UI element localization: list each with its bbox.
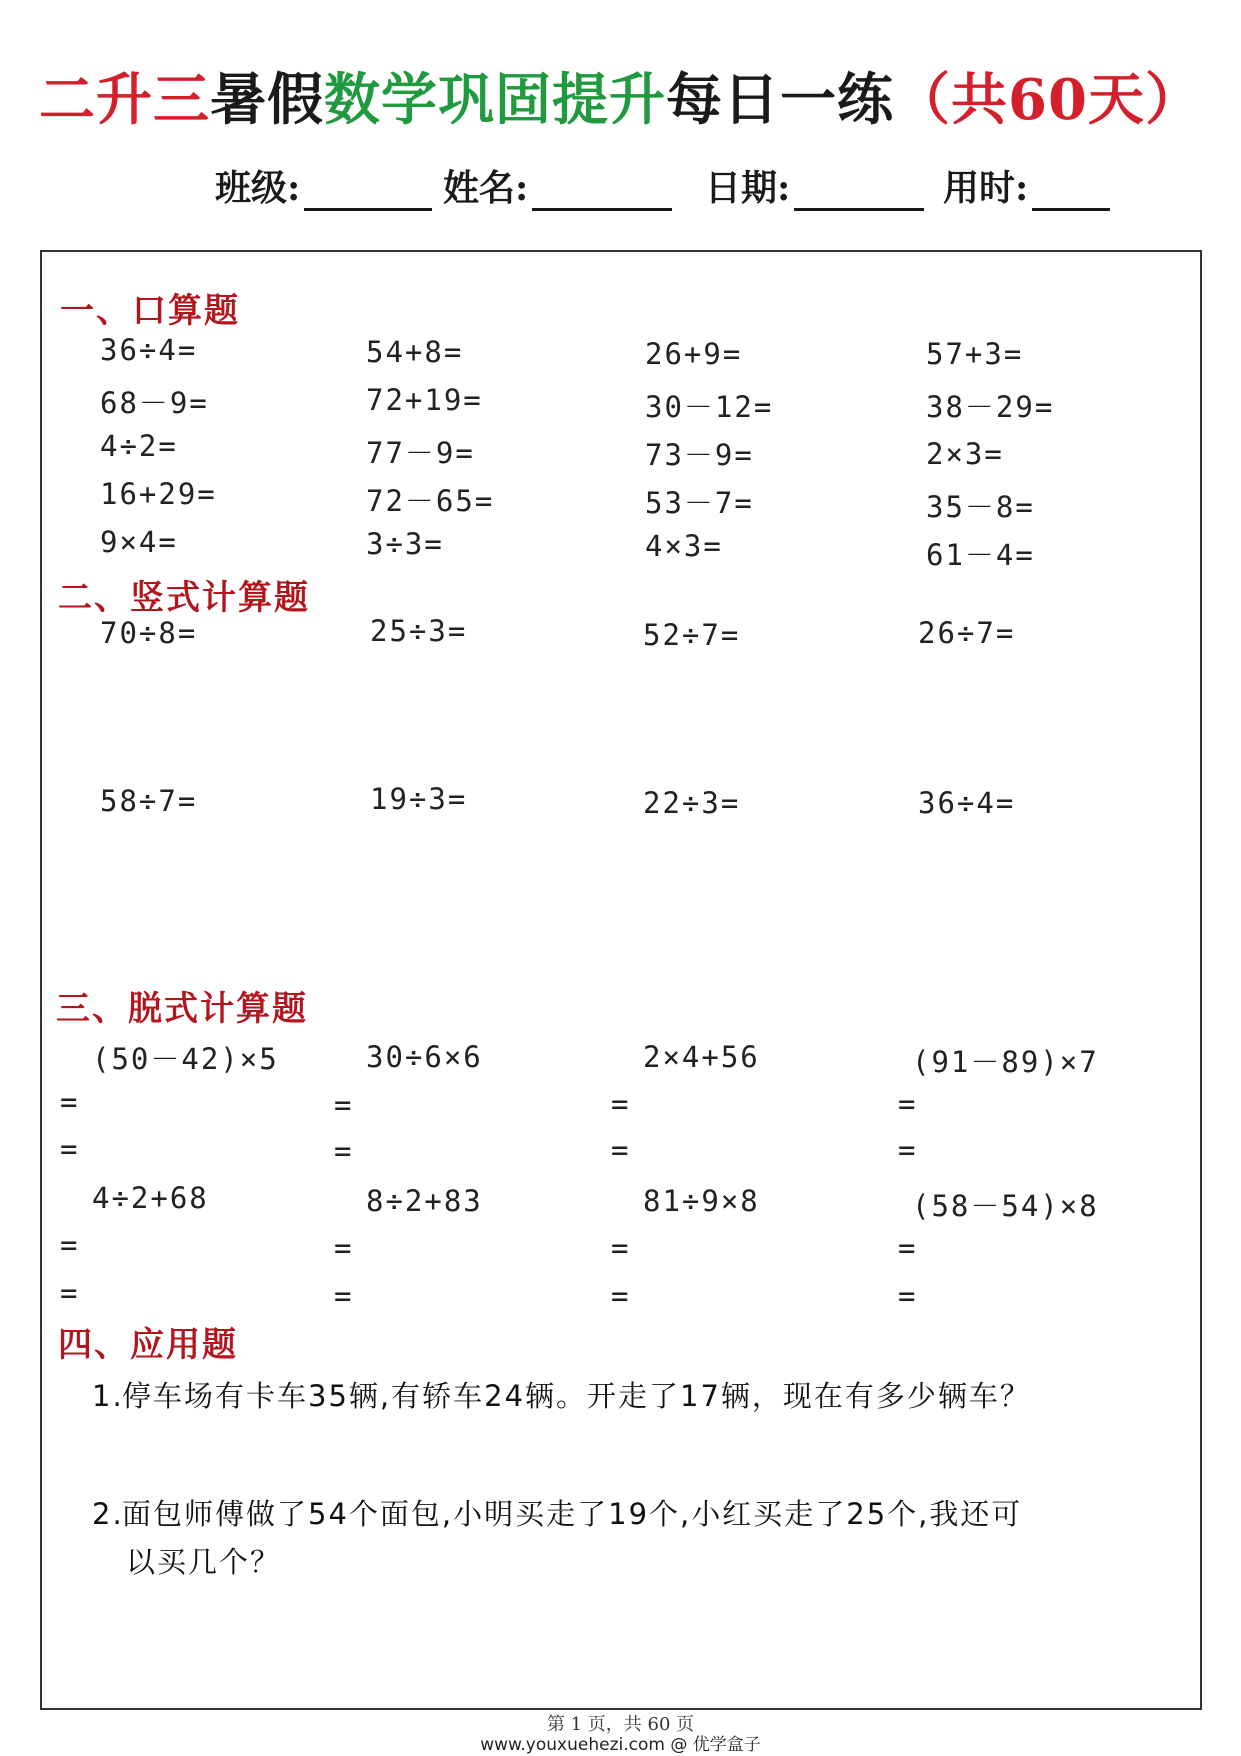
section-vertical-title: 二、竖式计算题 xyxy=(58,578,310,618)
equals-sign: = xyxy=(334,1134,352,1168)
time-field[interactable] xyxy=(943,160,1110,211)
equals-sign: = xyxy=(611,1279,629,1313)
vertical-expr: 25÷3= xyxy=(370,614,468,648)
oral-expr: 61－4= xyxy=(926,538,1035,572)
section-word-title: 四、应用题 xyxy=(58,1325,238,1365)
oral-expr: 2×3= xyxy=(926,437,1004,471)
equals-sign: = xyxy=(898,1087,916,1121)
equals-sign: = xyxy=(611,1231,629,1265)
vertical-expr: 19÷3= xyxy=(370,782,468,816)
oral-expr: 30－12= xyxy=(645,390,774,424)
name-blank[interactable] xyxy=(532,173,672,211)
oral-expr: 68－9= xyxy=(100,386,209,420)
vertical-expr: 70÷8= xyxy=(100,616,198,650)
oral-expr: 54+8= xyxy=(366,335,464,369)
problem-number: 1. xyxy=(92,1379,124,1413)
title-days: （共60天） xyxy=(894,67,1202,133)
oral-expr: 38－29= xyxy=(926,390,1055,424)
title-grade: 二升三 xyxy=(39,67,211,133)
oral-expr: 35－8= xyxy=(926,490,1035,524)
time-label: 用时: xyxy=(943,167,1029,209)
problem-number: 2. xyxy=(92,1497,124,1531)
page-title xyxy=(0,56,1241,136)
vertical-expr: 22÷3= xyxy=(643,786,741,820)
equals-sign: = xyxy=(60,1085,78,1119)
title-summer: 暑假 xyxy=(210,67,325,133)
stepwise-expr: (91－89)×7 xyxy=(912,1045,1099,1079)
title-subject: 数学巩固提升 xyxy=(324,67,667,133)
vertical-expr: 26÷7= xyxy=(918,616,1016,650)
problem-text: 停车场有卡车35辆,有轿车24辆。开走了17辆，现在有多少辆车？ xyxy=(122,1379,1031,1413)
oral-expr: 72+19= xyxy=(366,383,483,417)
section-stepwise-title: 三、脱式计算题 xyxy=(56,989,308,1029)
equals-sign: = xyxy=(898,1279,916,1313)
vertical-expr: 52÷7= xyxy=(643,618,741,652)
equals-sign: = xyxy=(898,1133,916,1167)
oral-expr: 16+29= xyxy=(100,477,217,511)
problem-text: 面包师傅做了54个面包,小明买走了19个,小红买走了25个,我还可 xyxy=(122,1497,1023,1531)
section-oral-title: 一、口算题 xyxy=(60,291,240,331)
watermark-site: www.youxuehezi.com @ 优学盒子 xyxy=(480,1735,761,1755)
equals-sign: = xyxy=(611,1133,629,1167)
vertical-expr: 36÷4= xyxy=(918,786,1016,820)
oral-expr: 4÷2= xyxy=(100,429,178,463)
stepwise-expr: 8÷2+83 xyxy=(366,1184,483,1218)
class-blank[interactable] xyxy=(304,173,432,211)
oral-expr: 73－9= xyxy=(645,438,754,472)
stepwise-expr: 2×4+56 xyxy=(643,1040,760,1074)
word-problem-2 xyxy=(92,1490,1132,1586)
date-field[interactable] xyxy=(705,160,924,211)
time-blank[interactable] xyxy=(1032,173,1110,211)
stepwise-expr: (50－42)×5 xyxy=(92,1042,279,1076)
oral-expr: 4×3= xyxy=(645,529,723,563)
oral-expr: 72－65= xyxy=(366,484,495,518)
date-label: 日期: xyxy=(705,167,791,209)
oral-expr: 53－7= xyxy=(645,486,754,520)
title-daily: 每日一练 xyxy=(666,67,895,133)
stepwise-expr: 81÷9×8 xyxy=(643,1184,760,1218)
equals-sign: = xyxy=(60,1276,78,1310)
problem-text-cont: 以买几个？ xyxy=(126,1545,282,1579)
stepwise-expr: 4÷2+68 xyxy=(92,1181,209,1215)
stepwise-expr: (58－54)×8 xyxy=(912,1189,1099,1223)
vertical-expr: 58÷7= xyxy=(100,784,198,818)
oral-expr: 9×4= xyxy=(100,525,178,559)
page-number: 第 1 页，共 60 页 xyxy=(546,1714,695,1735)
oral-expr: 26+9= xyxy=(645,337,743,371)
equals-sign: = xyxy=(334,1231,352,1265)
oral-expr: 3÷3= xyxy=(366,527,444,561)
name-label: 姓名: xyxy=(443,167,529,209)
name-field[interactable] xyxy=(443,160,672,211)
equals-sign: = xyxy=(611,1087,629,1121)
equals-sign: = xyxy=(334,1279,352,1313)
oral-expr: 77－9= xyxy=(366,436,475,470)
word-problem-1 xyxy=(92,1372,1132,1420)
equals-sign: = xyxy=(60,1132,78,1166)
oral-expr: 57+3= xyxy=(926,337,1024,371)
equals-sign: = xyxy=(334,1088,352,1122)
date-blank[interactable] xyxy=(794,173,924,211)
equals-sign: = xyxy=(60,1228,78,1262)
equals-sign: = xyxy=(898,1231,916,1265)
class-field[interactable] xyxy=(215,160,432,211)
class-label: 班级: xyxy=(215,167,301,209)
oral-expr: 36÷4= xyxy=(100,333,198,367)
stepwise-expr: 30÷6×6 xyxy=(366,1040,483,1074)
